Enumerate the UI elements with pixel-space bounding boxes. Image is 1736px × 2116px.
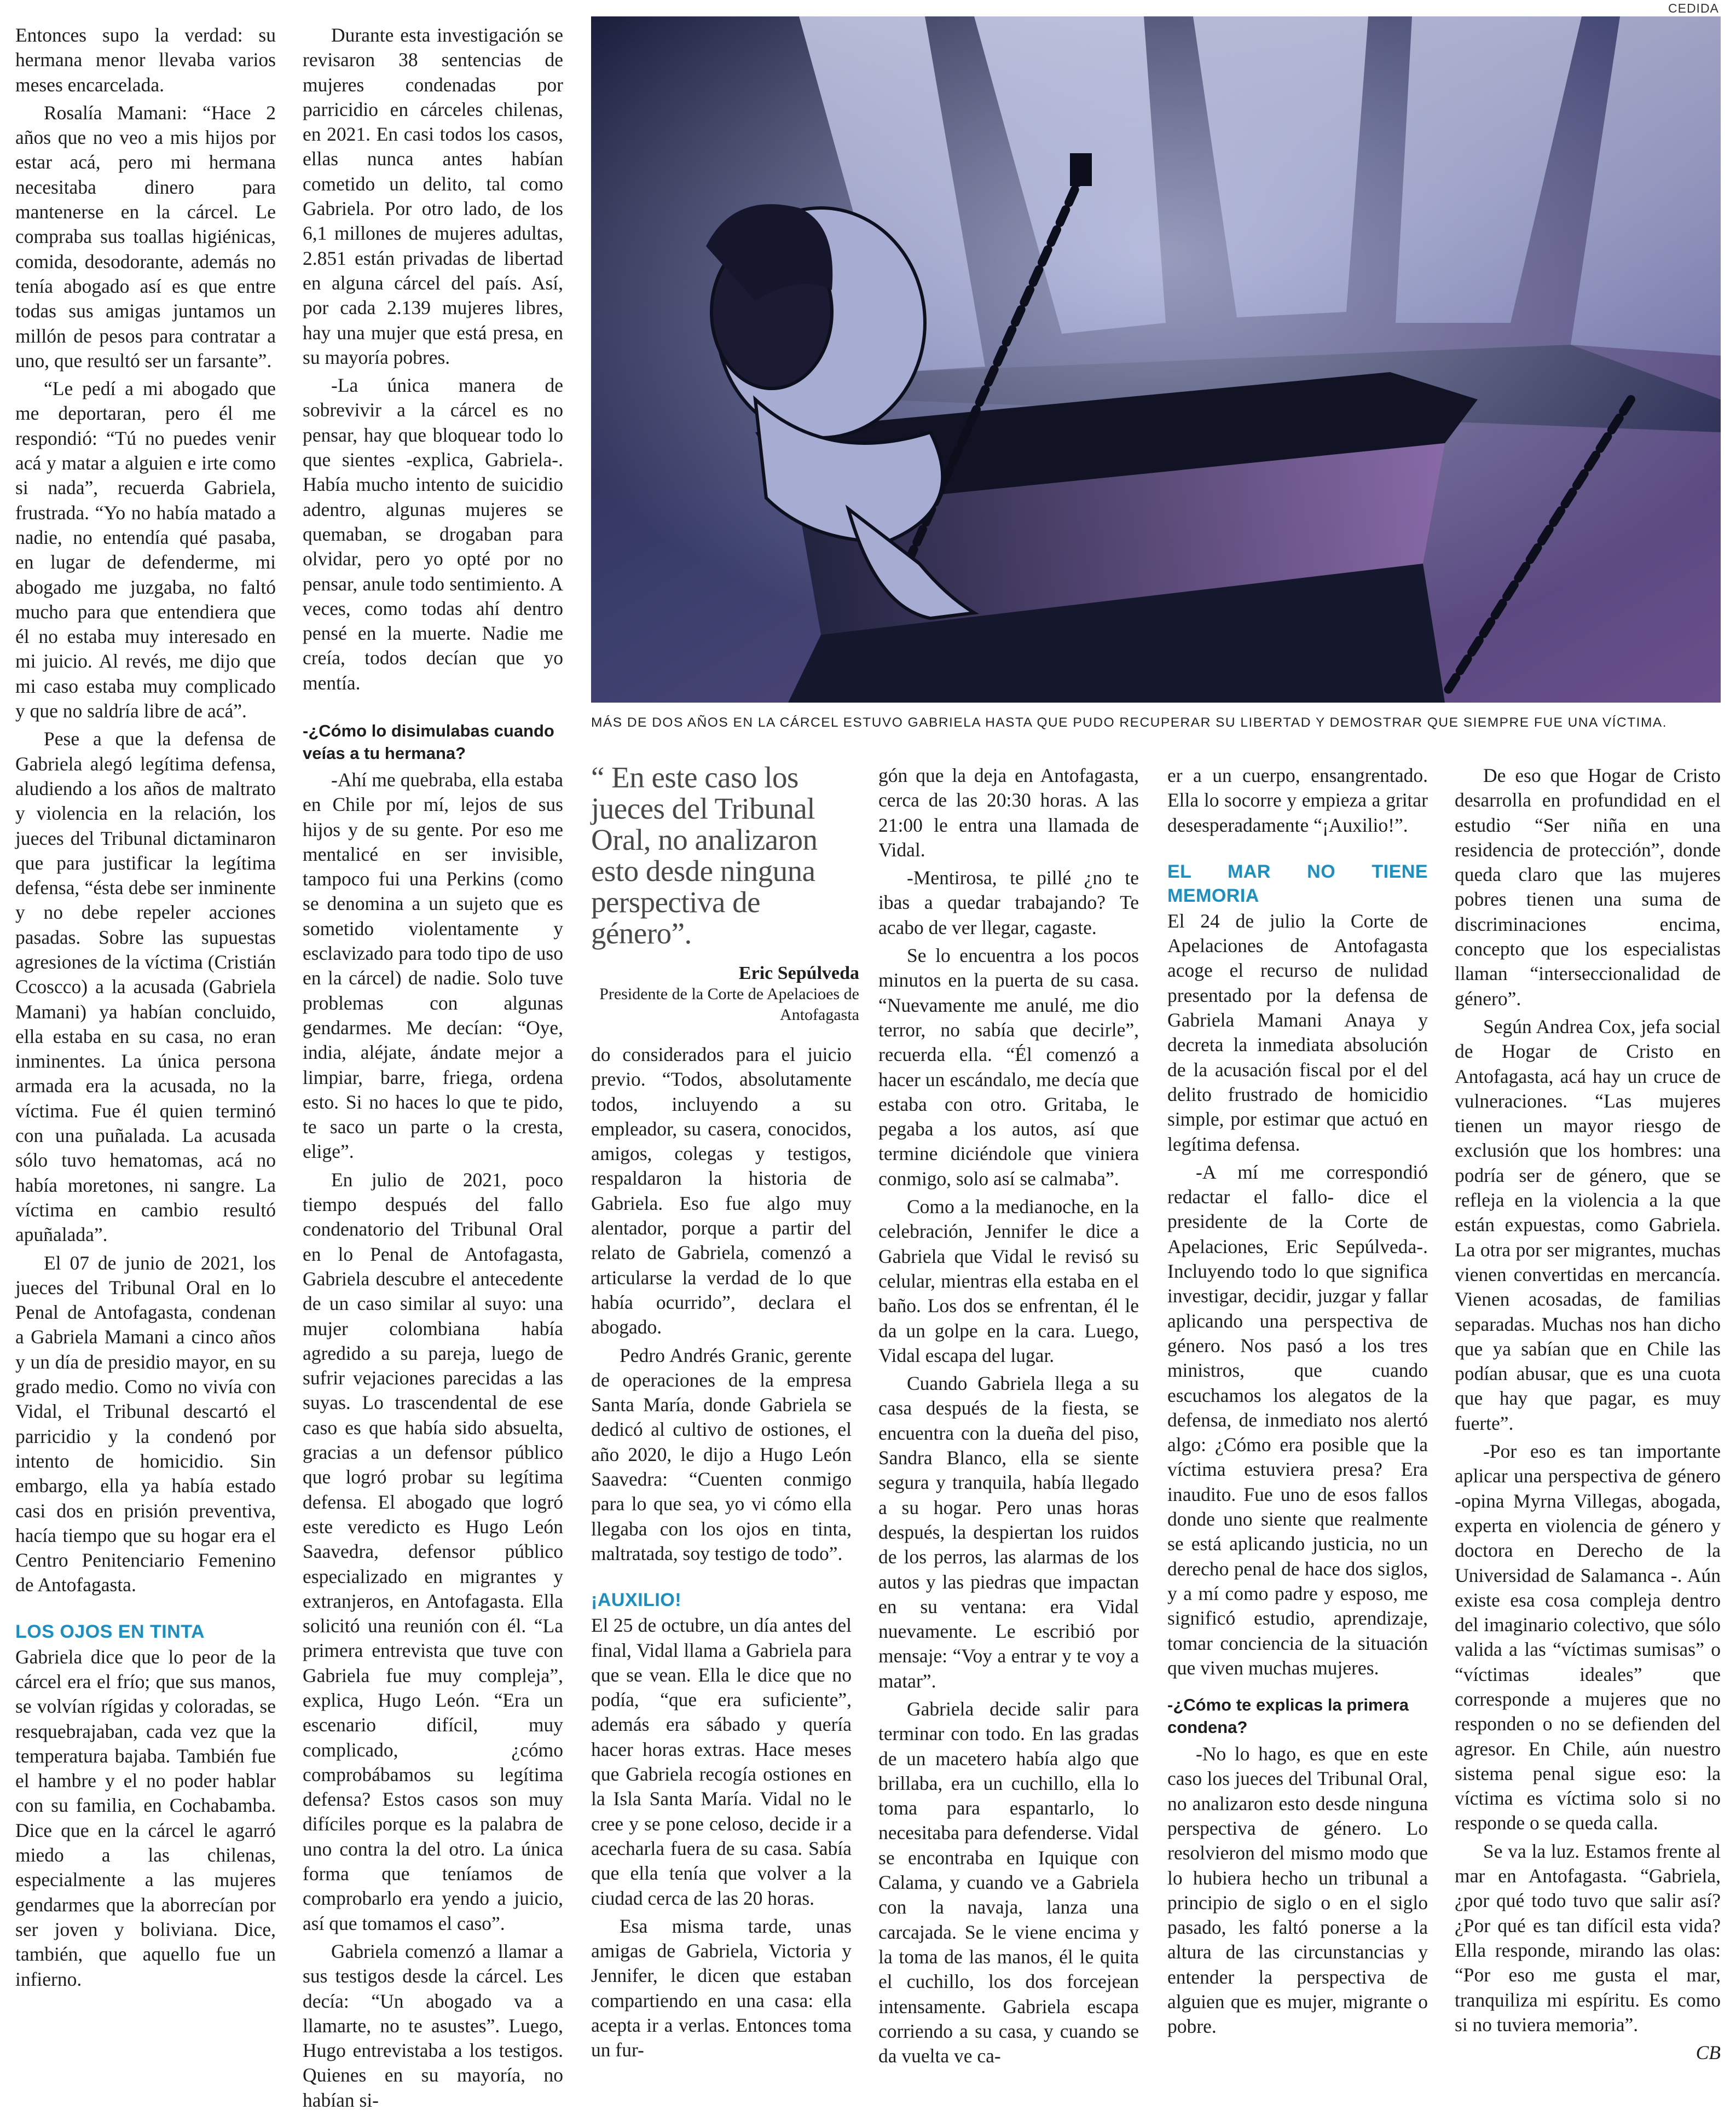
paragraph: El 07 de junio de 2021, los jueces del Tribunal Oral en lo Penal de Antofagasta, condenan a Gabriela Mamani a cinco años y un día de presidio mayor, en su grado medio. Como no vivía con Vidal, el Tribunal descartó el parricidio y la condenó por intento de homicidio. Sin embargo, ella ya había estado casi dos en prisión preventiva, hacía tiempo que su hogar era el Centro Penitenciario Femenino de Antofagasta. bbox=[15, 1251, 276, 1596]
paragraph: Cuando Gabriela llega a su casa después de la fiesta, se encuentra con la dueña del piso, Sandra Blanco, ella se siente segura y tranquila, había llegado a su hogar. Pero unas horas después, la despiertan los ruidos de los perros, las alarmas de los autos y las piedras que impactan en su ventana: era Vidal nuevamente. Le escribió por mensaje: “Voy a entrar y te voy a matar”. bbox=[878, 1372, 1139, 1692]
paragraph: do considerados para el juicio previo. “Todos, absolutamente todos, incluyendo a su empleador, su casera, conocidos, amigos, colegas y testigos, respaldaron la historia de Gabriela. Eso fue algo muy alentador, porque a partir del relato de Gabriela, comenzó a articularse la verdad de lo que había ocurrido”, declara el abogado. bbox=[591, 1043, 852, 1338]
paragraph: Gabriela decide salir para terminar con todo. En las gradas de un macetero había algo que brillaba, era un cuchillo, ella lo toma para espantarlo, lo necesitaba para defenderse. Vidal se encontraba en Iquique con Calama, y cuando ve a Gabriela con la navaja, lanza una carcajada. Se le viene encima y la toma de las manos, él le quita el cuchillo, los dos forcejean intensamente. Gabriela escapa corriendo a su casa, y cuando se da vuelta ve ca- bbox=[878, 1697, 1139, 2067]
paragraph: -No lo hago, es que en este caso los jueces del Tribunal Oral, no analizaron esto desde ninguna perspectiva de género. Lo resolvieron del mismo modo que lo hubiera hecho un tribunal a principio de siglo o en el siglo pasado, les faltó ponerse a la altura de las circunstancias y entender la perspectiva de alguien que es mujer, migrante o pobre. bbox=[1167, 1743, 1428, 2038]
paragraph: gón que la deja en Antofagasta, cerca de las 20:30 horas. A las 21:00 le entra una llamada de Vidal. bbox=[878, 764, 1139, 861]
paragraph: El 25 de octubre, un día antes del final, Vidal llama a Gabriela para que se vean. Ella le dice que no podía, “que era suficiente”, además era sábado y quería hacer horas extras. Hace meses que Gabriela recogía ostiones en la Isla Santa María. Vidal no le cree y se pone celoso, decide ir a acecharla fuera de su casa. Sabía que ella tenía que volver a la ciudad cerca de las 20 horas. bbox=[591, 1614, 852, 1909]
paragraph: -Ahí me quebraba, ella estaba en Chile por mí, lejos de sus hijos y de su gente. Por eso me mentalicé en ser invisible, tampoco fui una Perkins (como se denomina a un sujeto que es sometido violentamente y esclavizado para todo tipo de uso en la cárcel) de nadie. Solo tuve problemas con algunas gendarmes. Me decían: “Oye, india, aléjate, ándate mejor a limpiar, barre, friega, ordena esto. Si no haces lo que te pido, te saco un parte o la cresta, elige”. bbox=[303, 769, 563, 1163]
paragraph: Pese a que la defensa de Gabriela alegó legítima defensa, aludiendo a los años de maltrato y violencia en la relación, los jueces del Tribunal dictaminaron que para justificar la legítima defensa, “ésta debe ser inminente y no debe repeler acciones pasadas. Sobre las supuestas agresiones de la víctima (Cristián Ccoscco) a la acusada (Gabriela Mamani) ya habían concluido, ella estaba en su casa, no eran inminentes. La única persona armada era la acusada, no la víctima. Fue él quien terminó con una puñalada. La acusada sólo tuvo hematomas, acá no había moretones, ni sangre. La víctima en cambio resultó apuñalada”. bbox=[15, 728, 276, 1246]
article-column-1 bbox=[15, 23, 276, 1995]
paragraph: er a un cuerpo, ensangrentado. Ella lo socorre y empieza a gritar desesperadamente “¡Auxilio!”. bbox=[1167, 764, 1428, 836]
paragraph: Esa misma tarde, unas amigas de Gabriela, Victoria y Jennifer, le dicen que estaban compartiendo en una casa: ella acepta ir a verlas. Entonces toma un fur- bbox=[591, 1915, 852, 2061]
paragraph: De eso que Hogar de Cristo desarrolla en profundidad en el estudio “Ser niña en una residencia de protección”, donde queda claro que las mujeres pobres tienen una suma de discriminaciones encima, concepto que los especialistas llaman “interseccionalidad de género”. bbox=[1455, 764, 1721, 1010]
paragraph: -Por eso es tan importante aplicar una perspectiva de género -opina Myrna Villegas, abogada, experta en violencia de género y doctora en Derecho de la Universidad de Salamanca -. Aún existe esa cosa compleja dentro del imaginario colectivo, que sólo valida a las “víctimas sumisas” o “víctimas ideales” que corresponde a mujeres que no responden o no se defienden del agresor. En Chile, aún nuestro sistema penal sigue eso: la víctima es víctima solo si no responde o se queda calla. bbox=[1455, 1440, 1721, 1834]
photo-caption: MÁS DE DOS AÑOS EN LA CÁRCEL ESTUVO GABRIELA HASTA QUE PUDO RECUPERAR SU LIBERTAD Y DEMOSTRAR QUE SIEMPRE FUE UNA VÍCTIMA. bbox=[591, 715, 1668, 730]
section-heading-el-mar-no-tiene-memoria: EL MAR NO TIENE MEMORIA bbox=[1167, 861, 1428, 906]
paragraph: Rosalía Mamani: “Hace 2 años que no veo a mis hijos por estar acá, pero mi hermana necesitaba dinero para mantenerse en la cárcel. Le compraba sus toallas higiénicas, comida, desodorante, además no tenía abogado así es que entre todas sus amigas juntamos un millón de pesos para contratar a uno, que resultó ser un farsante”. bbox=[15, 101, 276, 372]
interview-question: -¿Cómo te explicas la primera condena? bbox=[1167, 1695, 1409, 1737]
paragraph: Gabriela dice que lo peor de la cárcel era el frío; que sus manos, se volvían rígidas y coloradas, se resquebrajaban, cada vez que la temperatura bajaba. También fue el hambre y el no poder hablar con su familia, en Cochabamba. Dice que en la cárcel le agarró miedo a las chilenas, especialmente a las mujeres gendarmes que la aborrecían por ser joven y boliviana. Dice, también, que aquello fue un infierno. bbox=[15, 1645, 276, 1990]
pull-quote-author: Eric Sepúlveda bbox=[738, 963, 859, 983]
article-column-5 bbox=[1167, 763, 1428, 2043]
pull-quote bbox=[591, 762, 859, 1025]
paragraph: -A mí me correspondió redactar el fallo- dice el presidente de la Corte de Apelaciones, Eric Sepúlveda-. Incluyendo todo lo que significa investigar, decidir, juzgar y fallar aplicando una perspectiva de género. Nos pasó a los tres ministros, que cuando escuchamos los alegatos de la defensa, de inmediato nos alertó algo: ¿Cómo era posible que la víctima estuviera presa? Era inaudito. Fue uno de esos fallos donde uno siente que realmente se está aplicando justicia, no un derecho penal de hace dos siglos, y a mí como padre y esposo, me significó estudio, aprendizaje, tomar conciencia de la situación que viven muchas mujeres. bbox=[1167, 1161, 1428, 1679]
article-column-3 bbox=[591, 1042, 852, 2066]
article-column-6 bbox=[1455, 763, 1721, 2065]
photo-credit: CEDIDA bbox=[1668, 1, 1719, 15]
paragraph: Según Andrea Cox, jefa social de Hogar de Cristo en Antofagasta, acá hay un cruce de vulneraciones. “Las mujeres tienen un mayor riesgo de exclusión que los hombres: una podría ser de género, que se refleja en la violencia a la que están expuestas, como Gabriela. La otra por ser migrantes, muchas vienen convertidas en mercancía. Vienen acosadas, de familias separadas. Muchas nos han dicho que ya sabían que en Chile las podían abusar, que es una cuota que hay que pagar, es muy fuerte”. bbox=[1455, 1015, 1721, 1434]
section-heading-ojos-en-tinta: LOS OJOS EN TINTA bbox=[15, 1621, 205, 1642]
interview-question: -¿Cómo lo disimulabas cuando veías a tu hermana? bbox=[303, 721, 554, 763]
article-column-4 bbox=[878, 763, 1139, 2072]
article-column-2 bbox=[303, 23, 563, 699]
author-initials: CB bbox=[1696, 2042, 1721, 2064]
paragraph: -Mentirosa, te pillé ¿no te ibas a quedar trabajando? Te acabo de ver llegar, cagaste. bbox=[878, 867, 1139, 938]
section-heading-auxilio: ¡AUXILIO! bbox=[591, 1590, 682, 1611]
author-signature bbox=[1455, 2040, 1721, 2065]
article-column-2-continued bbox=[303, 720, 563, 2116]
illustration-woman-in-cell bbox=[591, 16, 1721, 703]
paragraph: Pedro Andrés Granic, gerente de operaciones de la empresa Santa María, donde Gabriela se dedicó al cultivo de ostiones, el año 2020, le dijo a Hugo León Saavedra: “Cuenten conmigo para lo que sea, yo vi cómo ella llegaba con los ojos en tinta, maltratada, soy testigo de todo”. bbox=[591, 1344, 852, 1564]
paragraph: Entonces supo la verdad: su hermana menor llevaba varios meses encarcelada. bbox=[15, 24, 276, 96]
paragraph: Durante esta investigación se revisaron 38 sentencias de mujeres condenadas por parricidio en cárceles chilenas, en 2021. En casi todos los casos, ellas nunca antes habían cometido un delito, tal como Gabriela. Por otro lado, de los 6,1 millones de mujeres adultas, 2.851 están privadas de libertad en alguna cárcel del país. Así, por cada 2.139 mujeres libres, hay una mujer que está presa, en su mayoría pobres. bbox=[303, 24, 563, 368]
paragraph: -La única manera de sobrevivir a la cárcel es no pensar, hay que bloquear todo lo que sientes -explica, Gabriela-. Había mucho intento de suicidio adentro, algunas mujeres se quemaban, se drogaban para olvidar, pero yo opté por no pensar, anule todo sentimiento. A veces, como todas ahí dentro pensé en la muerte. Nadie me creía, todos decían que yo mentía. bbox=[303, 374, 563, 694]
paragraph: En julio de 2021, poco tiempo después del fallo condenatorio del Tribunal Oral en lo Penal de Antofagasta, Gabriela descubre el antecedente de un caso similar al suyo: una mujer colombiana había agredido a su pareja, luego de sufrir vejaciones parecidas a las suyas. Lo trascendental de ese caso es que había sido absuelta, gracias a un defensor público que logró probar su legítima defensa. El abogado que logró este veredicto es Hugo León Saavedra, defensor público especializado en migrantes y extranjeros, en Antofagasta. Ella solicitó una reunión con él. “La primera entrevista que tuve con Gabriela fue muy compleja”, explica, Hugo León. “Era un escenario difícil, muy complicado, ¿cómo comprobábamos su legítima defensa? Estos casos son muy difíciles porque es la palabra de uno contra la del otro. La única forma que teníamos de comprobarlo era yendo a juicio, así que tomamos el caso”. bbox=[303, 1168, 563, 1934]
paragraph: Gabriela comenzó a llamar a sus testigos desde la cárcel. Les decía: “Un abogado va a llamarte, no te asustes”. Luego, Hugo entrevistaba a los testigos. Quienes en su mayoría, no habían si- bbox=[303, 1940, 563, 2111]
pull-quote-role: Presidente de la Corte de Apelacioes de Antofagasta bbox=[599, 985, 859, 1024]
paragraph: El 24 de julio la Corte de Apelaciones de Antofagasta acoge el recurso de nulidad presentado por la defensa de Gabriela Mamani Anaya y decreta la inmediata absolución de la acusación fiscal por el del delito frustrado de homicidio simple, por estimar que actuó en legítima defensa. bbox=[1167, 909, 1428, 1155]
paragraph: Se va la luz. Estamos frente al mar en Antofagasta. “Gabriela, ¿por qué todo tuvo que salir así? ¿Por qué es tan difícil esta vida? Ella responde, mirando las olas: “Por eso me gusta el mar, tranquiliza mi espíritu. Es como si no tuviera memoria”. bbox=[1455, 1840, 1721, 2036]
paragraph: “Le pedí a mi abogado que me deportaran, pero él me respondió: “Tú no puedes venir acá y matar a alguien e irte como si nada”, recuerda Gabriela, frustrada. “Yo no había matado a nadie, no entendía qué pasaba, en lugar de defenderme, mi abogado me juzgaba, no faltó mucho para que entendiera que él no estaba muy interesado en mi juicio. Al revés, me dijo que mi caso estaba muy complicado y que no saldría libre de acá”. bbox=[15, 378, 276, 722]
paragraph: Se lo encuentra a los pocos minutos en la puerta de su casa. “Nuevamente me anulé, me dio terror, no sabía que decirle”, recuerda ella. “Él comenzó a hacer un escándalo, me decía que estaba con otro. Gritaba, le pegaba a los autos, así que termine diciéndole que viniera conmigo, solo así se calmaba”. bbox=[878, 944, 1139, 1190]
pull-quote-text: “ En este caso los jueces del Tribunal Oral, no analizaron esto desde ninguna perspectiva de género”. bbox=[591, 761, 818, 950]
paragraph: Como a la medianoche, en la celebración, Jennifer le dice a Gabriela que Vidal le revisó su celular, mientras ella estaba en el baño. Los dos se enfrentan, él le da un golpe en la cara. Luego, Vidal escapa del lugar. bbox=[878, 1196, 1139, 1366]
